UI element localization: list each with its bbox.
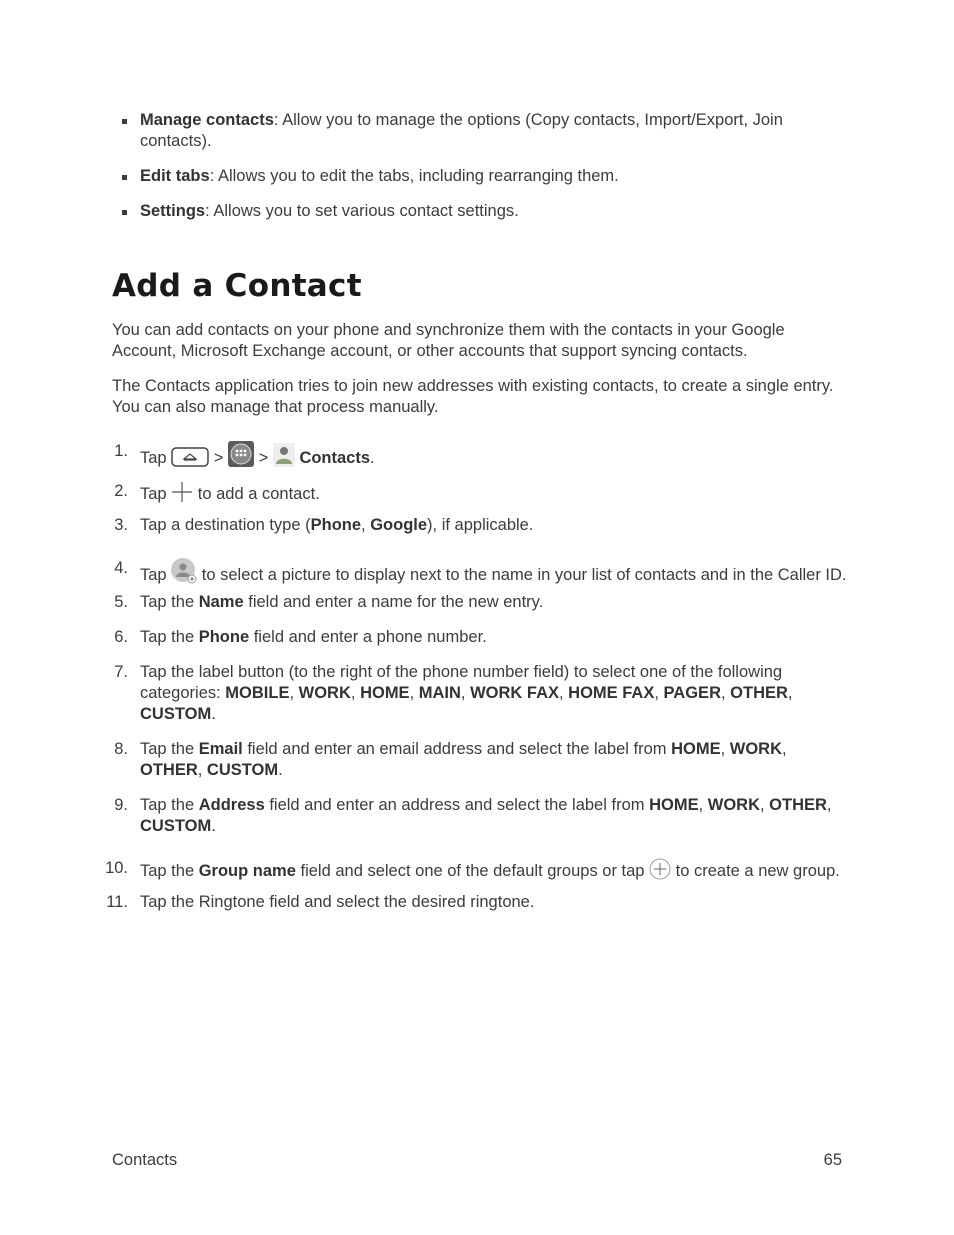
step-text: Tap the Email field and enter an email address and select the label from HOME, WORK, OTHER, CUSTOM. (140, 740, 787, 779)
footer-section: Contacts (112, 1151, 178, 1169)
circle-plus-icon (649, 858, 671, 886)
contacts-app-icon (273, 443, 295, 473)
list-item (112, 110, 842, 152)
bullet-term: Edit tabs (140, 167, 210, 185)
intro-paragraph: You can add contacts on your phone and synchronize them with the contacts in your Google Account, Microsoft Exchange account, or other accounts that support syncing contacts. (112, 321, 785, 360)
step-number: 8. (114, 740, 128, 758)
contact-photo-icon (171, 558, 197, 590)
list-item (112, 166, 842, 187)
step-text: Tap the label button (to the right of the phone number field) to select one of the following categories: MOBILE, WORK, HOME, MAIN, WORK FAX, HOME FAX, PAGER, OTHER, CUSTOM. (140, 663, 793, 723)
step-text: Tap the Ringtone field and select the desired ringtone. (140, 893, 535, 911)
bullet-text: : Allow you to manage the options (Copy contacts, Import/Export, Join contacts). (140, 111, 783, 150)
bullet-list (112, 110, 842, 236)
plus-icon (171, 481, 193, 509)
home-key-icon (171, 447, 209, 473)
step-text: Tap the Name field and enter a name for the new entry. (140, 593, 544, 611)
step-number: 10. (105, 859, 128, 877)
step-number: 9. (114, 796, 128, 814)
apps-icon (228, 441, 254, 473)
step-text: Tap the Address field and enter an address and select the label from HOME, WORK, OTHER, CUSTOM. (140, 796, 832, 835)
bullet-text: : Allows you to set various contact settings. (205, 202, 519, 220)
bullet-term: Settings (140, 202, 206, 220)
bullet-marker (122, 119, 127, 124)
page-number: 65 (823, 1151, 842, 1169)
step-text: Tap > > Contacts. (140, 441, 852, 473)
bullet-term: Manage contacts (140, 111, 274, 129)
step-text: Tap the Group name field and select one of the default groups or tap to create a new group. (140, 858, 852, 886)
step-text: Tap the Phone field and enter a phone number. (140, 628, 487, 646)
list-item (112, 201, 842, 222)
step-number: 4. (114, 559, 128, 577)
step-number: 6. (114, 628, 128, 646)
step-text: Tap to add a contact. (140, 481, 852, 509)
step-number: 5. (114, 593, 128, 611)
step-number: 3. (114, 516, 128, 534)
step-text: Tap a destination type (Phone, Google), if applicable. (140, 516, 534, 534)
bullet-text: : Allows you to edit the tabs, including rearranging them. (209, 167, 619, 185)
bullet-marker (122, 175, 127, 180)
step-text: Tap to select a picture to display next to the name in your list of contacts and in the Caller ID. (140, 558, 852, 590)
step-number: 1. (114, 442, 128, 460)
bullet-marker (122, 210, 127, 215)
page-footer (112, 1151, 842, 1170)
step-number: 2. (114, 482, 128, 500)
section-heading: Add a Contact (112, 268, 362, 304)
step-number: 7. (114, 663, 128, 681)
step-number: 11. (106, 893, 128, 911)
intro-paragraph: The Contacts application tries to join new addresses with existing contacts, to create a single entry. You can also manage that process manually. (112, 377, 834, 416)
